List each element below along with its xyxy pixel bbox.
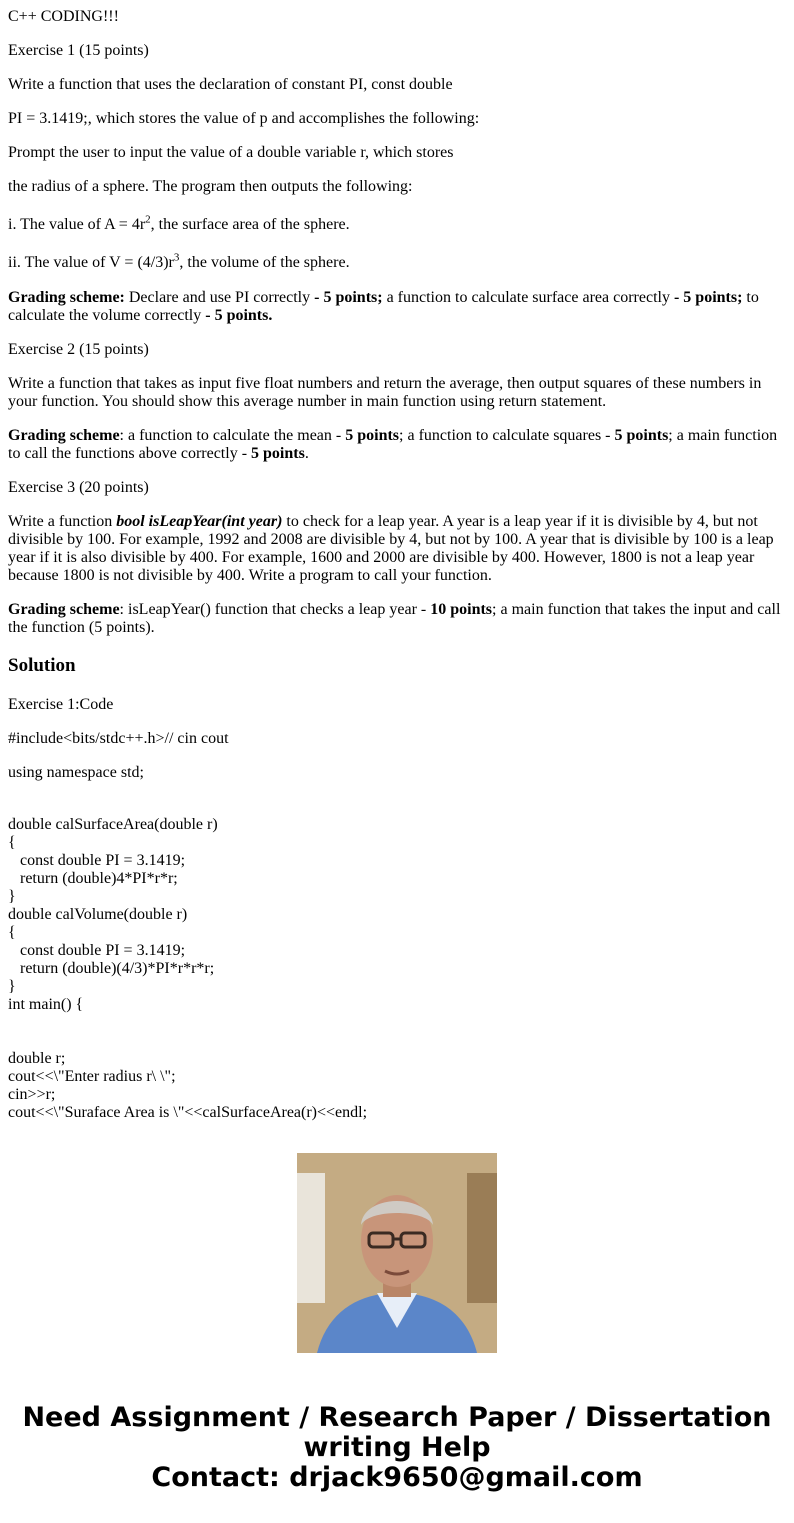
code-line: double calVolume(double r): [8, 906, 188, 923]
code-line: {: [8, 834, 16, 851]
promo-contact: Contact: drjack9650@gmail.com: [151, 1462, 643, 1493]
code-line: const double PI = 3.1419;: [8, 852, 186, 869]
code-line: return (double)(4/3)*PI*r*r*r;: [8, 960, 215, 977]
exercise-1-grading: Grading scheme: Declare and use PI correctly - 5 points; a function to calculate surface area correctly - 5 points; to calculate the volume correctly - 5 points.: [8, 289, 759, 324]
document: [8, 0, 786, 1122]
code-block: [8, 816, 367, 1140]
code-line: cin>>r;: [8, 1086, 56, 1103]
code-namespace-line: using namespace std;: [8, 764, 144, 781]
exercise-1-item-volume: ii. The value of $V = (4/3)r^3$, the volume of the sphere.: [8, 251, 350, 271]
code-line: }: [8, 888, 16, 905]
code-line: [8, 1032, 367, 1050]
exercise-2-grading: Grading scheme: a function to calculate the mean - 5 points; a function to calculate squares - 5 points; a main function to call the functions above correctly - 5 points.: [8, 427, 778, 462]
promo-line: writing Help: [303, 1432, 491, 1463]
code-line: cout<<\"Suraface Area is \"<<calSurfaceArea(r)<<endl;: [8, 1104, 368, 1121]
exercise-1-line: Prompt the user to input the value of a double variable r, which stores: [8, 144, 454, 161]
promo-banner: [0, 1123, 794, 1523]
exercise-3-grading: Grading scheme: isLeapYear() function that checks a leap year - 10 points; a main function that takes the input and call the function (5 points).: [8, 601, 781, 636]
exercise-1-line: Write a function that uses the declaration of constant PI, const double: [8, 76, 453, 93]
person-portrait-icon: [297, 1153, 497, 1353]
exercise-1-line: PI = 3.1419;, which stores the value of p and accomplishes the following:: [8, 110, 480, 127]
code-include-line: #include<bits/stdc++.h>// cin cout: [8, 730, 229, 747]
exercise-2-body: Write a function that takes as input five float numbers and return the average, then output squares of these numbers in your function. You should show this average number in main function using return statement.: [8, 375, 762, 410]
code-line: [8, 1014, 367, 1032]
exercise-1-item-surface-area: i. The value of $A = 4r^2$, the surface area of the sphere.: [8, 213, 350, 233]
code-line: }: [8, 978, 16, 995]
promo-line: Need Assignment / Research Paper / Dissertation: [22, 1402, 772, 1433]
code-line: const double PI = 3.1419;: [8, 942, 186, 959]
code-line: double calSurfaceArea(double r): [8, 816, 218, 833]
code-line: int main() {: [8, 996, 84, 1013]
solution-intro: Exercise 1:Code: [8, 696, 114, 713]
code-line: double r;: [8, 1050, 66, 1067]
solution-heading: Solution: [8, 655, 76, 676]
exercise-2-heading: Exercise 2 (15 points): [8, 341, 149, 358]
document-title: C++ CODING!!!: [8, 8, 119, 25]
exercise-3-body: Write a function bool isLeapYear(int year) to check for a leap year. A year is a leap year if it is divisible by 4, but not divisible by 100. For example, 1992 and 2008 are divisible by 4, but not by 100. A year that is divisible by 100 is a leap year if it is also divisible by 400. For example, 1600 and 2000 are divisible by 400. However, 1800 is not a leap year because 1800 is not divisible by 400. Write a program to call your function.: [8, 513, 774, 584]
exercise-1-line: the radius of a sphere. The program then outputs the following:: [8, 178, 413, 195]
exercise-1-heading: Exercise 1 (15 points): [8, 42, 149, 59]
code-line: {: [8, 924, 16, 941]
exercise-3-heading: Exercise 3 (20 points): [8, 479, 149, 496]
avatar: [297, 1153, 497, 1353]
code-line: cout<<\"Enter radius r\ \";: [8, 1068, 176, 1085]
code-line: return (double)4*PI*r*r;: [8, 870, 178, 887]
